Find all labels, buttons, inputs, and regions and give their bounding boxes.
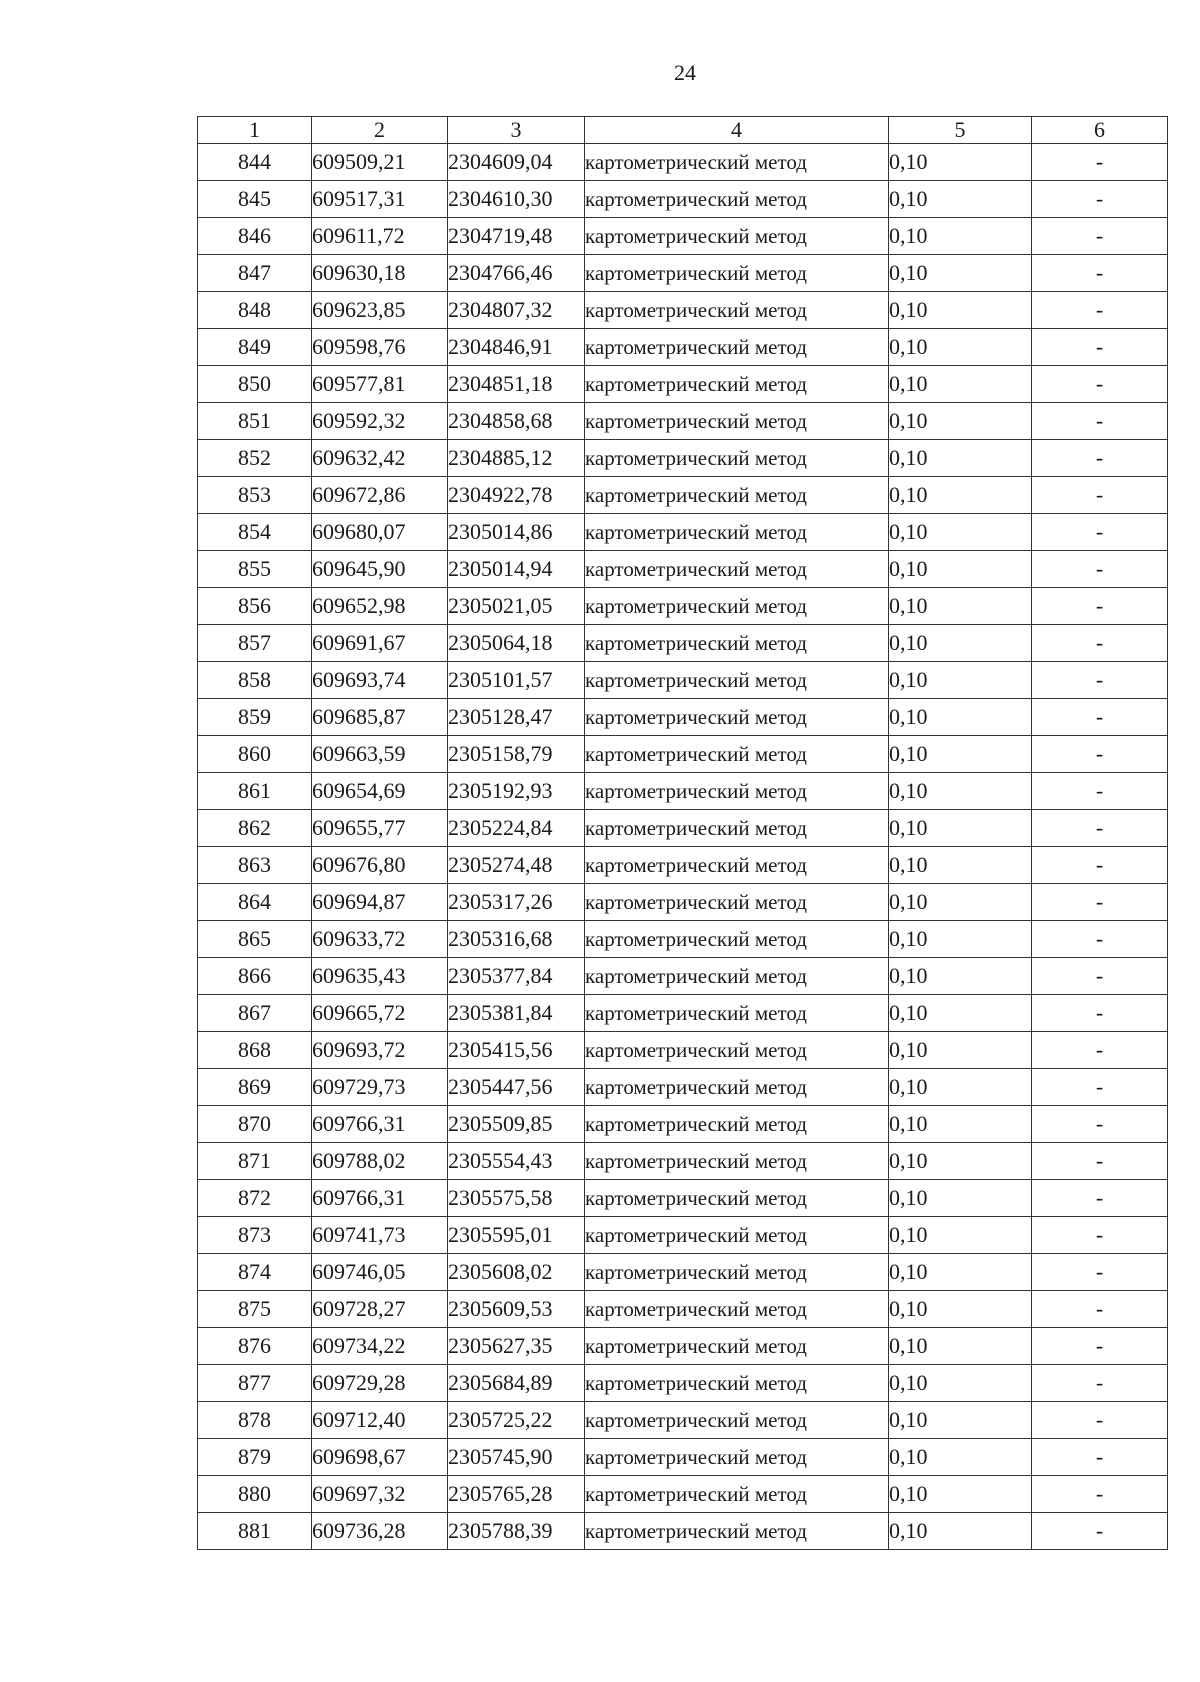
table-row [198,477,1168,514]
cell-method: картометрический метод [585,1439,889,1476]
table-row [198,1365,1168,1402]
cell-method: картометрический метод [585,847,889,884]
cell-x-coordinate: 609741,73 [312,1217,448,1254]
cell-method: картометрический метод [585,1180,889,1217]
cell-method: картометрический метод [585,662,889,699]
cell-note: - [1032,847,1168,884]
cell-y-coordinate: 2304922,78 [448,477,585,514]
cell-accuracy: 0,10 [889,292,1032,329]
cell-x-coordinate: 609652,98 [312,588,448,625]
cell-y-coordinate: 2305274,48 [448,847,585,884]
table-row [198,1402,1168,1439]
table-row [198,847,1168,884]
cell-note: - [1032,514,1168,551]
cell-x-coordinate: 609645,90 [312,551,448,588]
column-header-method: 4 [585,117,889,144]
cell-method: картометрический метод [585,1143,889,1180]
cell-point-number: 878 [198,1402,312,1439]
cell-note: - [1032,625,1168,662]
table-row [198,403,1168,440]
table-row [198,1069,1168,1106]
cell-method: картометрический метод [585,1254,889,1291]
cell-method: картометрический метод [585,773,889,810]
cell-accuracy: 0,10 [889,588,1032,625]
table-row [198,958,1168,995]
table-row [198,218,1168,255]
cell-y-coordinate: 2305158,79 [448,736,585,773]
table-row [198,699,1168,736]
cell-note: - [1032,1180,1168,1217]
cell-accuracy: 0,10 [889,1032,1032,1069]
cell-y-coordinate: 2304858,68 [448,403,585,440]
cell-note: - [1032,366,1168,403]
cell-y-coordinate: 2305064,18 [448,625,585,662]
table-row [198,514,1168,551]
cell-method: картометрический метод [585,255,889,292]
cell-accuracy: 0,10 [889,1291,1032,1328]
cell-method: картометрический метод [585,810,889,847]
cell-accuracy: 0,10 [889,1365,1032,1402]
cell-method: картометрический метод [585,625,889,662]
cell-note: - [1032,1106,1168,1143]
cell-note: - [1032,773,1168,810]
cell-accuracy: 0,10 [889,1328,1032,1365]
cell-x-coordinate: 609788,02 [312,1143,448,1180]
table-row [198,995,1168,1032]
cell-method: картометрический метод [585,958,889,995]
cell-x-coordinate: 609694,87 [312,884,448,921]
cell-note: - [1032,1217,1168,1254]
cell-y-coordinate: 2305745,90 [448,1439,585,1476]
cell-method: картометрический метод [585,588,889,625]
cell-y-coordinate: 2305447,56 [448,1069,585,1106]
cell-method: картометрический метод [585,181,889,218]
cell-note: - [1032,144,1168,181]
cell-y-coordinate: 2305224,84 [448,810,585,847]
cell-method: картометрический метод [585,144,889,181]
table-row [198,588,1168,625]
table-row [198,181,1168,218]
cell-x-coordinate: 609676,80 [312,847,448,884]
cell-point-number: 857 [198,625,312,662]
cell-accuracy: 0,10 [889,551,1032,588]
cell-note: - [1032,1513,1168,1550]
cell-accuracy: 0,10 [889,329,1032,366]
table-row [198,1328,1168,1365]
cell-note: - [1032,255,1168,292]
cell-point-number: 866 [198,958,312,995]
cell-note: - [1032,292,1168,329]
column-header-y: 3 [448,117,585,144]
cell-x-coordinate: 609697,32 [312,1476,448,1513]
coordinates-table [197,116,1168,1550]
cell-point-number: 847 [198,255,312,292]
cell-point-number: 850 [198,366,312,403]
cell-note: - [1032,329,1168,366]
cell-x-coordinate: 609766,31 [312,1180,448,1217]
cell-point-number: 876 [198,1328,312,1365]
cell-y-coordinate: 2304885,12 [448,440,585,477]
cell-accuracy: 0,10 [889,1513,1032,1550]
cell-point-number: 873 [198,1217,312,1254]
cell-x-coordinate: 609685,87 [312,699,448,736]
cell-note: - [1032,1328,1168,1365]
cell-y-coordinate: 2305128,47 [448,699,585,736]
cell-point-number: 872 [198,1180,312,1217]
cell-note: - [1032,403,1168,440]
cell-note: - [1032,1439,1168,1476]
cell-accuracy: 0,10 [889,995,1032,1032]
cell-y-coordinate: 2305725,22 [448,1402,585,1439]
cell-x-coordinate: 609633,72 [312,921,448,958]
cell-note: - [1032,958,1168,995]
page-number: 24 [674,60,696,85]
cell-method: картометрический метод [585,403,889,440]
cell-note: - [1032,736,1168,773]
cell-y-coordinate: 2305609,53 [448,1291,585,1328]
cell-x-coordinate: 609655,77 [312,810,448,847]
cell-y-coordinate: 2305595,01 [448,1217,585,1254]
cell-point-number: 861 [198,773,312,810]
cell-point-number: 877 [198,1365,312,1402]
cell-point-number: 854 [198,514,312,551]
cell-point-number: 859 [198,699,312,736]
cell-x-coordinate: 609728,27 [312,1291,448,1328]
cell-x-coordinate: 609592,32 [312,403,448,440]
cell-point-number: 870 [198,1106,312,1143]
cell-method: картометрический метод [585,1476,889,1513]
cell-x-coordinate: 609577,81 [312,366,448,403]
cell-y-coordinate: 2304807,32 [448,292,585,329]
table-row [198,884,1168,921]
cell-accuracy: 0,10 [889,1439,1032,1476]
cell-y-coordinate: 2305317,26 [448,884,585,921]
cell-point-number: 865 [198,921,312,958]
cell-accuracy: 0,10 [889,514,1032,551]
cell-note: - [1032,699,1168,736]
cell-x-coordinate: 609663,59 [312,736,448,773]
table-row [198,1106,1168,1143]
cell-y-coordinate: 2304610,30 [448,181,585,218]
cell-x-coordinate: 609632,42 [312,440,448,477]
cell-point-number: 881 [198,1513,312,1550]
cell-accuracy: 0,10 [889,218,1032,255]
table-body [198,144,1168,1550]
cell-x-coordinate: 609698,67 [312,1439,448,1476]
cell-note: - [1032,810,1168,847]
column-header-x: 2 [312,117,448,144]
table-row [198,440,1168,477]
cell-point-number: 875 [198,1291,312,1328]
cell-method: картометрический метод [585,1106,889,1143]
cell-point-number: 858 [198,662,312,699]
cell-y-coordinate: 2305627,35 [448,1328,585,1365]
table-row [198,736,1168,773]
cell-method: картометрический метод [585,921,889,958]
cell-x-coordinate: 609611,72 [312,218,448,255]
cell-method: картометрический метод [585,292,889,329]
cell-y-coordinate: 2305684,89 [448,1365,585,1402]
table-row [198,255,1168,292]
cell-note: - [1032,1402,1168,1439]
cell-accuracy: 0,10 [889,736,1032,773]
cell-note: - [1032,1476,1168,1513]
cell-method: картометрический метод [585,1513,889,1550]
table-row [198,921,1168,958]
cell-note: - [1032,1365,1168,1402]
cell-note: - [1032,1291,1168,1328]
cell-note: - [1032,921,1168,958]
cell-x-coordinate: 609729,28 [312,1365,448,1402]
cell-y-coordinate: 2305014,86 [448,514,585,551]
cell-accuracy: 0,10 [889,144,1032,181]
cell-point-number: 869 [198,1069,312,1106]
table-row [198,1513,1168,1550]
cell-x-coordinate: 609736,28 [312,1513,448,1550]
cell-note: - [1032,551,1168,588]
cell-accuracy: 0,10 [889,662,1032,699]
cell-point-number: 852 [198,440,312,477]
cell-y-coordinate: 2305765,28 [448,1476,585,1513]
cell-method: картометрический метод [585,440,889,477]
cell-method: картометрический метод [585,1032,889,1069]
cell-method: картометрический метод [585,1069,889,1106]
table-row [198,366,1168,403]
cell-note: - [1032,662,1168,699]
cell-method: картометрический метод [585,514,889,551]
table-row [198,1439,1168,1476]
cell-point-number: 848 [198,292,312,329]
cell-note: - [1032,181,1168,218]
cell-accuracy: 0,10 [889,958,1032,995]
cell-x-coordinate: 609680,07 [312,514,448,551]
cell-method: картометрический метод [585,884,889,921]
cell-accuracy: 0,10 [889,1254,1032,1291]
cell-point-number: 853 [198,477,312,514]
cell-point-number: 879 [198,1439,312,1476]
cell-x-coordinate: 609746,05 [312,1254,448,1291]
cell-x-coordinate: 609517,31 [312,181,448,218]
cell-y-coordinate: 2304719,48 [448,218,585,255]
cell-accuracy: 0,10 [889,1106,1032,1143]
cell-y-coordinate: 2304846,91 [448,329,585,366]
cell-point-number: 867 [198,995,312,1032]
cell-y-coordinate: 2305509,85 [448,1106,585,1143]
cell-method: картометрический метод [585,551,889,588]
cell-method: картометрический метод [585,1328,889,1365]
table-row [198,1143,1168,1180]
cell-note: - [1032,440,1168,477]
column-header-accuracy: 5 [889,117,1032,144]
table-row [198,1476,1168,1513]
cell-y-coordinate: 2305316,68 [448,921,585,958]
cell-point-number: 863 [198,847,312,884]
cell-method: картометрический метод [585,1402,889,1439]
cell-accuracy: 0,10 [889,181,1032,218]
cell-note: - [1032,995,1168,1032]
cell-point-number: 860 [198,736,312,773]
table-row [198,1180,1168,1217]
cell-note: - [1032,477,1168,514]
cell-note: - [1032,1254,1168,1291]
cell-y-coordinate: 2305377,84 [448,958,585,995]
column-header-note: 6 [1032,117,1168,144]
cell-x-coordinate: 609665,72 [312,995,448,1032]
cell-method: картометрический метод [585,366,889,403]
cell-accuracy: 0,10 [889,1217,1032,1254]
cell-point-number: 868 [198,1032,312,1069]
cell-point-number: 880 [198,1476,312,1513]
cell-method: картометрический метод [585,329,889,366]
cell-x-coordinate: 609729,73 [312,1069,448,1106]
cell-accuracy: 0,10 [889,773,1032,810]
cell-point-number: 874 [198,1254,312,1291]
table-row [198,810,1168,847]
table-row [198,662,1168,699]
cell-x-coordinate: 609598,76 [312,329,448,366]
cell-y-coordinate: 2305788,39 [448,1513,585,1550]
cell-accuracy: 0,10 [889,884,1032,921]
table-row [198,292,1168,329]
cell-method: картометрический метод [585,995,889,1032]
table-row [198,625,1168,662]
table-row [198,1291,1168,1328]
cell-x-coordinate: 609623,85 [312,292,448,329]
cell-y-coordinate: 2304851,18 [448,366,585,403]
cell-y-coordinate: 2305192,93 [448,773,585,810]
cell-method: картометрический метод [585,477,889,514]
cell-method: картометрический метод [585,699,889,736]
cell-method: картометрический метод [585,218,889,255]
cell-point-number: 851 [198,403,312,440]
cell-accuracy: 0,10 [889,1402,1032,1439]
cell-accuracy: 0,10 [889,1069,1032,1106]
cell-accuracy: 0,10 [889,810,1032,847]
column-header-point-number: 1 [198,117,312,144]
table-row [198,329,1168,366]
cell-y-coordinate: 2305014,94 [448,551,585,588]
cell-x-coordinate: 609509,21 [312,144,448,181]
cell-note: - [1032,884,1168,921]
cell-x-coordinate: 609672,86 [312,477,448,514]
header-row [198,117,1168,144]
cell-x-coordinate: 609693,72 [312,1032,448,1069]
cell-note: - [1032,1032,1168,1069]
cell-x-coordinate: 609766,31 [312,1106,448,1143]
table-row [198,1254,1168,1291]
cell-y-coordinate: 2305021,05 [448,588,585,625]
cell-y-coordinate: 2305415,56 [448,1032,585,1069]
cell-note: - [1032,588,1168,625]
cell-point-number: 846 [198,218,312,255]
cell-method: картометрический метод [585,1217,889,1254]
cell-accuracy: 0,10 [889,921,1032,958]
cell-accuracy: 0,10 [889,699,1032,736]
cell-accuracy: 0,10 [889,1476,1032,1513]
cell-y-coordinate: 2304766,46 [448,255,585,292]
cell-x-coordinate: 609734,22 [312,1328,448,1365]
cell-accuracy: 0,10 [889,625,1032,662]
cell-note: - [1032,218,1168,255]
cell-y-coordinate: 2305575,58 [448,1180,585,1217]
cell-point-number: 856 [198,588,312,625]
cell-x-coordinate: 609712,40 [312,1402,448,1439]
cell-method: картометрический метод [585,1365,889,1402]
cell-point-number: 864 [198,884,312,921]
cell-method: картометрический метод [585,736,889,773]
cell-point-number: 855 [198,551,312,588]
cell-accuracy: 0,10 [889,403,1032,440]
cell-accuracy: 0,10 [889,440,1032,477]
table-row [198,773,1168,810]
cell-y-coordinate: 2305381,84 [448,995,585,1032]
cell-y-coordinate: 2305608,02 [448,1254,585,1291]
cell-accuracy: 0,10 [889,366,1032,403]
table-row [198,1217,1168,1254]
cell-y-coordinate: 2304609,04 [448,144,585,181]
table-row [198,551,1168,588]
cell-accuracy: 0,10 [889,255,1032,292]
cell-x-coordinate: 609635,43 [312,958,448,995]
cell-point-number: 844 [198,144,312,181]
table-row [198,144,1168,181]
cell-note: - [1032,1143,1168,1180]
cell-point-number: 862 [198,810,312,847]
cell-accuracy: 0,10 [889,477,1032,514]
cell-y-coordinate: 2305101,57 [448,662,585,699]
cell-x-coordinate: 609630,18 [312,255,448,292]
cell-x-coordinate: 609691,67 [312,625,448,662]
cell-note: - [1032,1069,1168,1106]
table-header [198,117,1168,144]
cell-point-number: 871 [198,1143,312,1180]
cell-accuracy: 0,10 [889,1143,1032,1180]
cell-point-number: 849 [198,329,312,366]
cell-accuracy: 0,10 [889,847,1032,884]
cell-x-coordinate: 609693,74 [312,662,448,699]
cell-accuracy: 0,10 [889,1180,1032,1217]
cell-method: картометрический метод [585,1291,889,1328]
cell-point-number: 845 [198,181,312,218]
table-row [198,1032,1168,1069]
cell-y-coordinate: 2305554,43 [448,1143,585,1180]
cell-x-coordinate: 609654,69 [312,773,448,810]
